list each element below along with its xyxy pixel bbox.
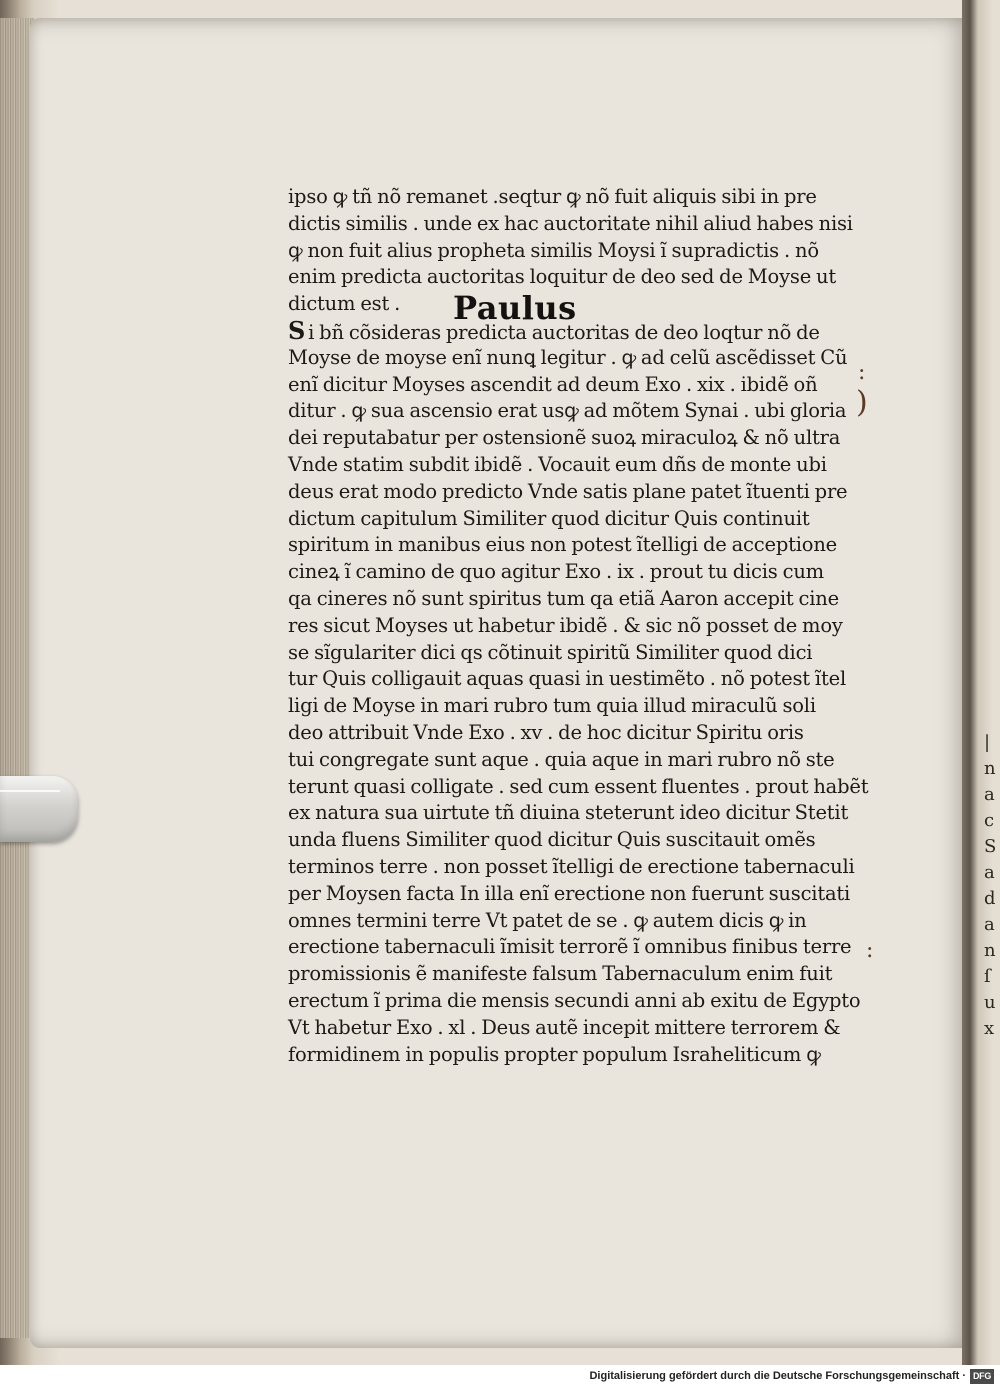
text-line-a-2: dictis similis . unde ex hac auctoritate nihil aliud habes nisi: [288, 211, 853, 235]
page-fore-edge: [0, 18, 34, 1338]
paragraph-first-line: [288, 315, 868, 345]
lines-after-heading: [288, 345, 868, 1069]
text-line-a-3: ꝙ non fuit alius propheta similis Moysi ĩ supradictis . nõ: [288, 238, 819, 262]
text-line-b-19: unda fluens Similiter quod dicitur Quis suscitauit omẽs: [288, 828, 816, 852]
text-line-b-20: terminos terre . non posset ĩtelligi de erectione tabernaculi: [288, 854, 855, 878]
book-gutter: [962, 0, 1000, 1365]
text-line-b-6: deus erat modo predicto Vnde satis plane patet ĩtuenti pre: [288, 479, 848, 503]
text-line-b-17: terunt quasi colligate . sed cum essent fluentes . prout habẽt: [288, 774, 869, 798]
facing-page-edge: | n a c S a d a n ſ u x: [984, 732, 997, 1039]
text-line-b-8: spiritum in manibus eius non potest ĩtelligi de acceptione: [288, 533, 838, 557]
lines-before-heading: [288, 184, 868, 291]
text-line-b-16: tui congregate sunt aque . quia aque in mari rubro nõ ste: [288, 747, 835, 771]
text-line-a-4: enim predicta auctoritas loquitur de deo sed de Moyse ut: [288, 265, 837, 289]
text-line-b-23: erectione tabernaculi ĩmisit terrorẽ ĩ omnibus finibus terre: [288, 935, 852, 959]
text-line-b-5: Vnde statim subdit ibidẽ . Vocauit eum dñs de monte ubi: [288, 452, 827, 476]
page-clip: [0, 776, 78, 842]
paragraph-initial: S: [288, 315, 306, 345]
text-line-a-1: ipso ꝙ tñ nõ remanet .seqtur ꝙ nõ fuit aliquis sibi in pre: [288, 185, 817, 208]
text-line-b-4: dei reputabatur per ostensionẽ suoꝝ miraculoꝝ & nõ ultra: [288, 426, 841, 450]
footer-bar: [0, 1365, 1000, 1389]
funding-credit: Digitalisierung gefördert durch die Deutsche Forschungsgemeinschaft ·: [589, 1370, 966, 1382]
dfg-logo: DFG: [970, 1369, 994, 1384]
text-line-b-21: per Moysen facta In illa enĩ erectione non fuerunt suscitati: [288, 881, 851, 905]
heading-line-lead: dictum est .: [288, 292, 401, 316]
text-line-b-25: erectum ĩ prima die mensis secundi anni ab exitu de Egypto: [288, 988, 861, 1012]
text-line-b-2: enĩ dicitur Moyses ascendit ad deum Exo . xix . ibidẽ oñ: [288, 372, 818, 396]
text-line-b-10: qa cineres nõ sunt spiritus tum qa etiã Aaron accepit cine: [288, 586, 839, 610]
text-line-b-1: Moyse de moyse enĩ nunꝗ legitur . ꝙ ad celũ ascẽdisset Cũ: [288, 345, 848, 369]
text-line-b-26: Vt habetur Exo . xl . Deus autẽ incepit mittere terrorem &: [288, 1015, 841, 1039]
text-line-b-3: ditur . ꝙ sua ascensio erat usꝙ ad mõtem Synai . ubi gloria: [288, 399, 847, 423]
text-line-b-15: deo attribuit Vnde Exo . xv . de hoc dicitur Spiritu oris: [288, 720, 804, 744]
text-line-b-14: ligi de Moyse in mari rubro tum quia illud miraculũ soli: [288, 694, 816, 718]
text-line-b-22: omnes termini terre Vt patet de se . ꝙ autem dicis ꝙ in: [288, 908, 807, 932]
text-line-b-27: formidinem in populis propter populum Israheliticum ꝙ: [288, 1042, 821, 1066]
text-line-b-7: dictum capitulum Similiter quod dicitur Quis continuit: [288, 506, 810, 530]
text-line-b-9: cineꝝ ĩ camino de quo agitur Exo . ix . prout tu dicis cum: [288, 560, 824, 584]
text-line-b-18: ex natura sua uirtute tñ diuina steterunt ideo dicitur Stetit: [288, 801, 849, 825]
margin-bracket: ): [856, 385, 868, 420]
text-line-b-24: promissionis ẽ manifeste falsum Tabernaculum enim fuit: [288, 962, 833, 986]
paragraph-first-text: i bñ cõsideras predicta auctoritas de deo loqtur nõ de: [308, 320, 820, 344]
heading-line: [288, 289, 868, 328]
text-line-b-13: tur Quis colligauit aquas quasi in uestimẽto . nõ potest ĩtel: [288, 667, 846, 691]
text-line-b-12: se sĩgulariter dici qs cõtinuit spiritũ Similiter quod dici: [288, 640, 813, 664]
text-block: [288, 184, 868, 1068]
margin-mark-2: :: [866, 938, 874, 963]
section-heading: Paulus: [453, 289, 577, 328]
text-line-b-11: res sicut Moyses ut habetur ibidẽ . & sic nõ posset de moy: [288, 613, 843, 637]
margin-mark-1: :: [858, 360, 866, 385]
